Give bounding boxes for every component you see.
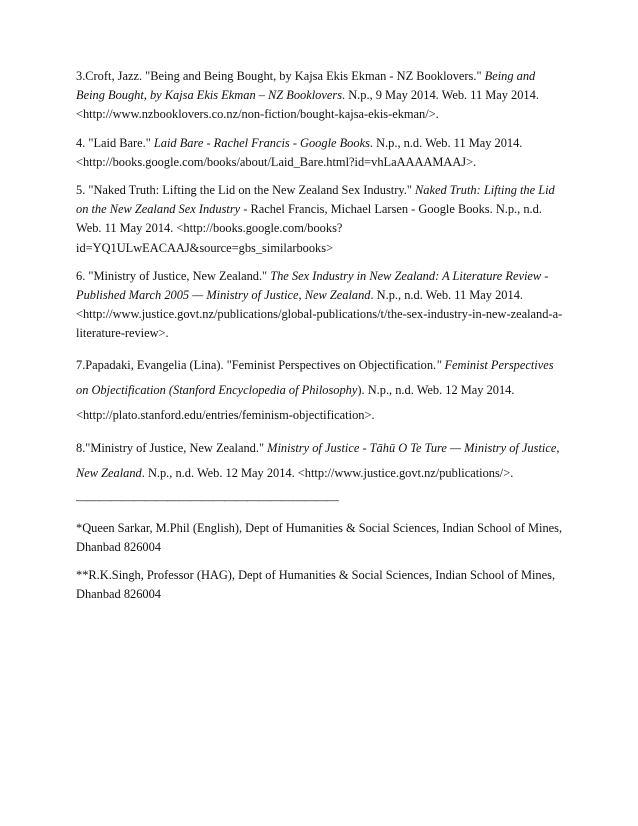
reference-lead-text: 4. "Laid Bare." [76,135,154,150]
references-section [76,67,566,614]
reference-title: The Sex Industry in New Zealand: A Literature Review - Published March 2005 — Ministry of Justice, New Zealand [76,268,549,303]
author-footnote-2: **R.K.Singh, Professor (HAG), Dept of Humanities & Social Sciences, Indian School of Mines, Dhanbad 826004 [76,568,556,602]
reference-lead-text: 3.Croft, Jazz. "Being and Being Bought, by Kajsa Ekis Ekman - NZ Booklovers." [76,69,485,83]
reference-title: " Feminist Perspectives on Objectification (Stanford Encyclopedia of Philosophy [76,357,554,397]
reference-details: . N.p., n.d. Web. 12 May 2014. <http://www.justice.govt.nz/publications/>. [141,465,514,480]
reference-entry-4 [76,134,566,172]
reference-entry-5 [76,181,566,258]
reference-entry-3 [76,67,566,125]
reference-details: . N.p., n.d. Web. 11 May 2014. <http://books.google.com/books/about/Laid_Bare.html?id=vhLaAAAAMAAJ>. [76,135,523,169]
reference-title: Ministry of Justice - Tāhū O Te Ture — Ministry of Justice, New Zealand [76,440,560,480]
reference-title: Being and Being Bought, by Kajsa Ekis Ekman – NZ Booklovers [76,69,536,103]
reference-entry-6 [76,267,566,344]
reference-details: - Rachel Francis, Michael Larsen - Google Books. N.p., n.d. Web. 11 May 2014. <http://books.google.com/books?id=YQ1ULwEACAAJ&source=gbs_similarbooks> [76,202,542,255]
reference-lead-text: 8."Ministry of Justice, New Zealand." [76,440,268,455]
reference-title: Laid Bare - Rachel Francis - Google Books [153,135,370,150]
footnote-separator: ——————————————————————— [76,492,338,507]
reference-lead-text: 7.Papadaki, Evangelia (Lina). "Feminist Perspectives on Objectification. [76,357,437,372]
reference-entry-8 [76,436,566,486]
reference-entry-7 [76,353,566,428]
reference-details: . N.p., 9 May 2014. Web. 11 May 2014. <http://www.nzbooklovers.co.nz/non-fiction/bought-kajsa-ekis-ekman/>. [76,88,539,122]
reference-lead-text: 6. "Ministry of Justice, New Zealand." [76,268,271,283]
reference-lead-text: 5. "Naked Truth: Lifting the Lid on the New Zealand Sex Industry." [76,183,415,198]
reference-details: ). N.p., n.d. Web. 12 May 2014. <http://plato.stanford.edu/entries/feminism-objectification>. [76,382,515,422]
reference-details: . N.p., n.d. Web. 11 May 2014. <http://www.justice.govt.nz/publications/global-publications/t/the-sex-industry-in-new-zealand-a-literature-review>. [76,288,563,341]
author-footnote-1: *Queen Sarkar, M.Phil (English), Dept of Humanities & Social Sciences, Indian School of Mines, Dhanbad 826004 [76,520,563,555]
reference-title: Naked Truth: Lifting the Lid on the New Zealand Sex Industry [76,183,555,217]
